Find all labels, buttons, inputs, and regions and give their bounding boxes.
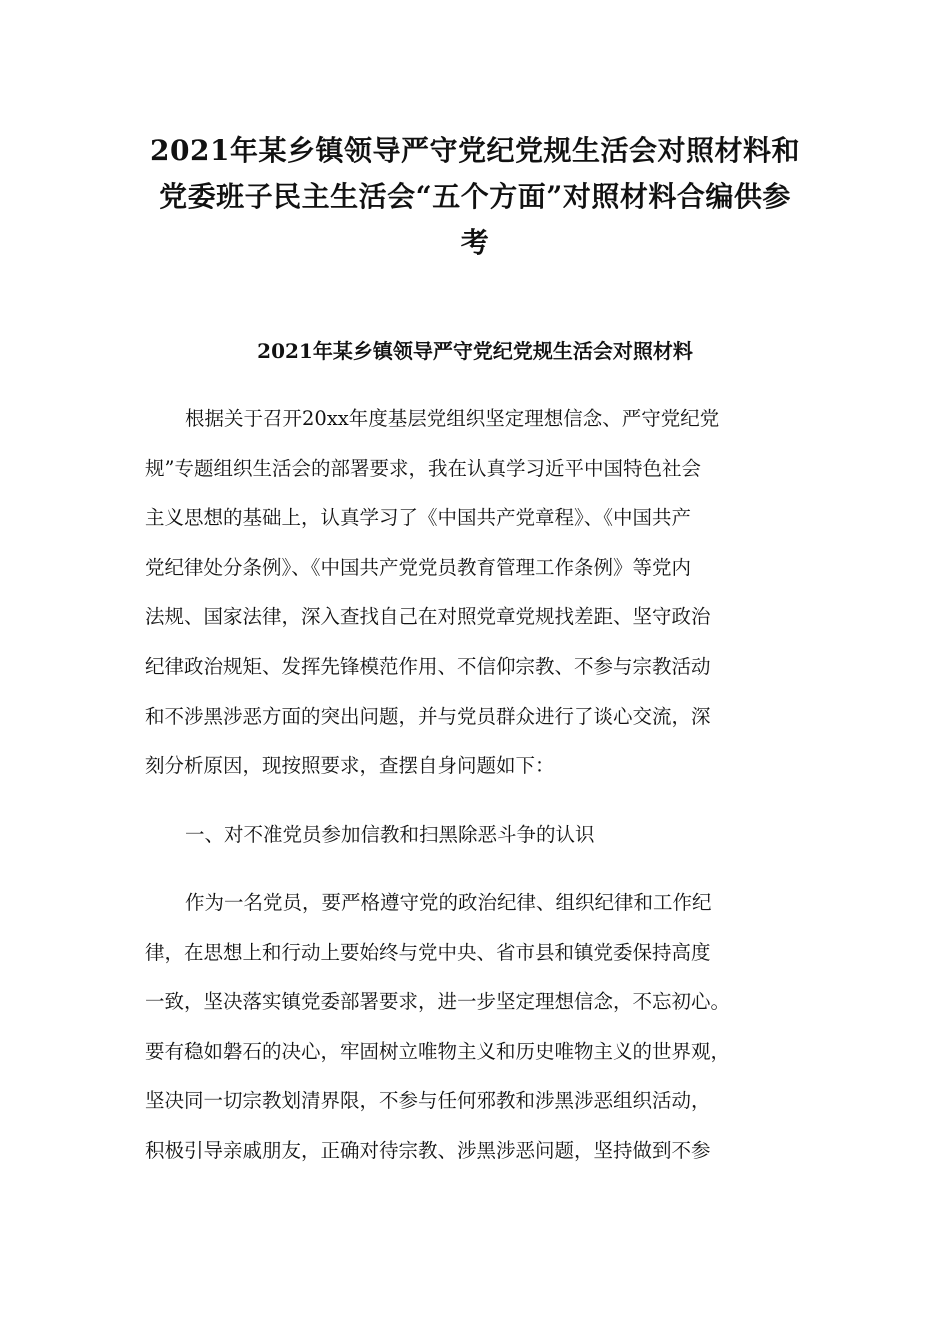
paragraph-line: 规”专题组织生活会的部署要求，我在认真学习近平中国特色社会 xyxy=(145,456,701,480)
title-line-2: 党委班子民主生活会“五个方面”对照材料合编供参 xyxy=(159,180,791,213)
paragraph-line: 法规、国家法律，深入查找自己在对照党章党规找差距、坚守政治 xyxy=(145,605,711,629)
paragraph-intro xyxy=(145,394,810,791)
document-title xyxy=(140,128,810,266)
subheading-text: 一、对不准党员参加信教和扫黑除恶斗争的认识 xyxy=(185,823,595,846)
paragraph-line: 主义思想的基础上，认真学习了《中国共产党章程》、《中国共产 xyxy=(145,506,692,530)
section-title: 2021年某乡镇领导严守党纪党规生活会对照材料 xyxy=(257,339,693,363)
paragraph-line: 律，在思想上和行动上要始终与党中央、省市县和镇党委保持高度 xyxy=(145,940,711,964)
paragraph-line: 刻分析原因，现按照要求，查摆自身问题如下： xyxy=(145,754,555,778)
paragraph-line: 一致，坚决落实镇党委部署要求，进一步坚定理想信念，不忘初心。 xyxy=(145,990,731,1014)
paragraph-body xyxy=(145,878,810,1176)
paragraph-line: 党纪律处分条例》、《中国共产党党员教育管理工作条例》等党内 xyxy=(145,555,692,579)
paragraph-line: 和不涉黑涉恶方面的突出问题，并与党员群众进行了谈心交流，深 xyxy=(145,704,711,728)
paragraph-line: 坚决同一切宗教划清界限，不参与任何邪教和涉黑涉恶组织活动， xyxy=(145,1089,711,1113)
subheading-1 xyxy=(145,810,810,860)
paragraph-line: 根据关于召开20xx年度基层党组织坚定理想信念、严守党纪党 xyxy=(185,407,720,430)
paragraph-line: 要有稳如磐石的决心，牢固树立唯物主义和历史唯物主义的世界观， xyxy=(145,1039,731,1063)
paragraph-line: 作为一名党员，要严格遵守党的政治纪律、组织纪律和工作纪 xyxy=(185,891,712,914)
paragraph-line: 纪律政治规矩、发挥先锋模范作用、不信仰宗教、不参与宗教活动 xyxy=(145,654,711,678)
title-line-1: 2021年某乡镇领导严守党纪党规生活会对照材料和 xyxy=(150,134,800,167)
paragraph-line: 积极引导亲戚朋友，正确对待宗教、涉黑涉恶问题，坚持做到不参 xyxy=(145,1138,711,1162)
title-line-3: 考 xyxy=(460,226,490,259)
